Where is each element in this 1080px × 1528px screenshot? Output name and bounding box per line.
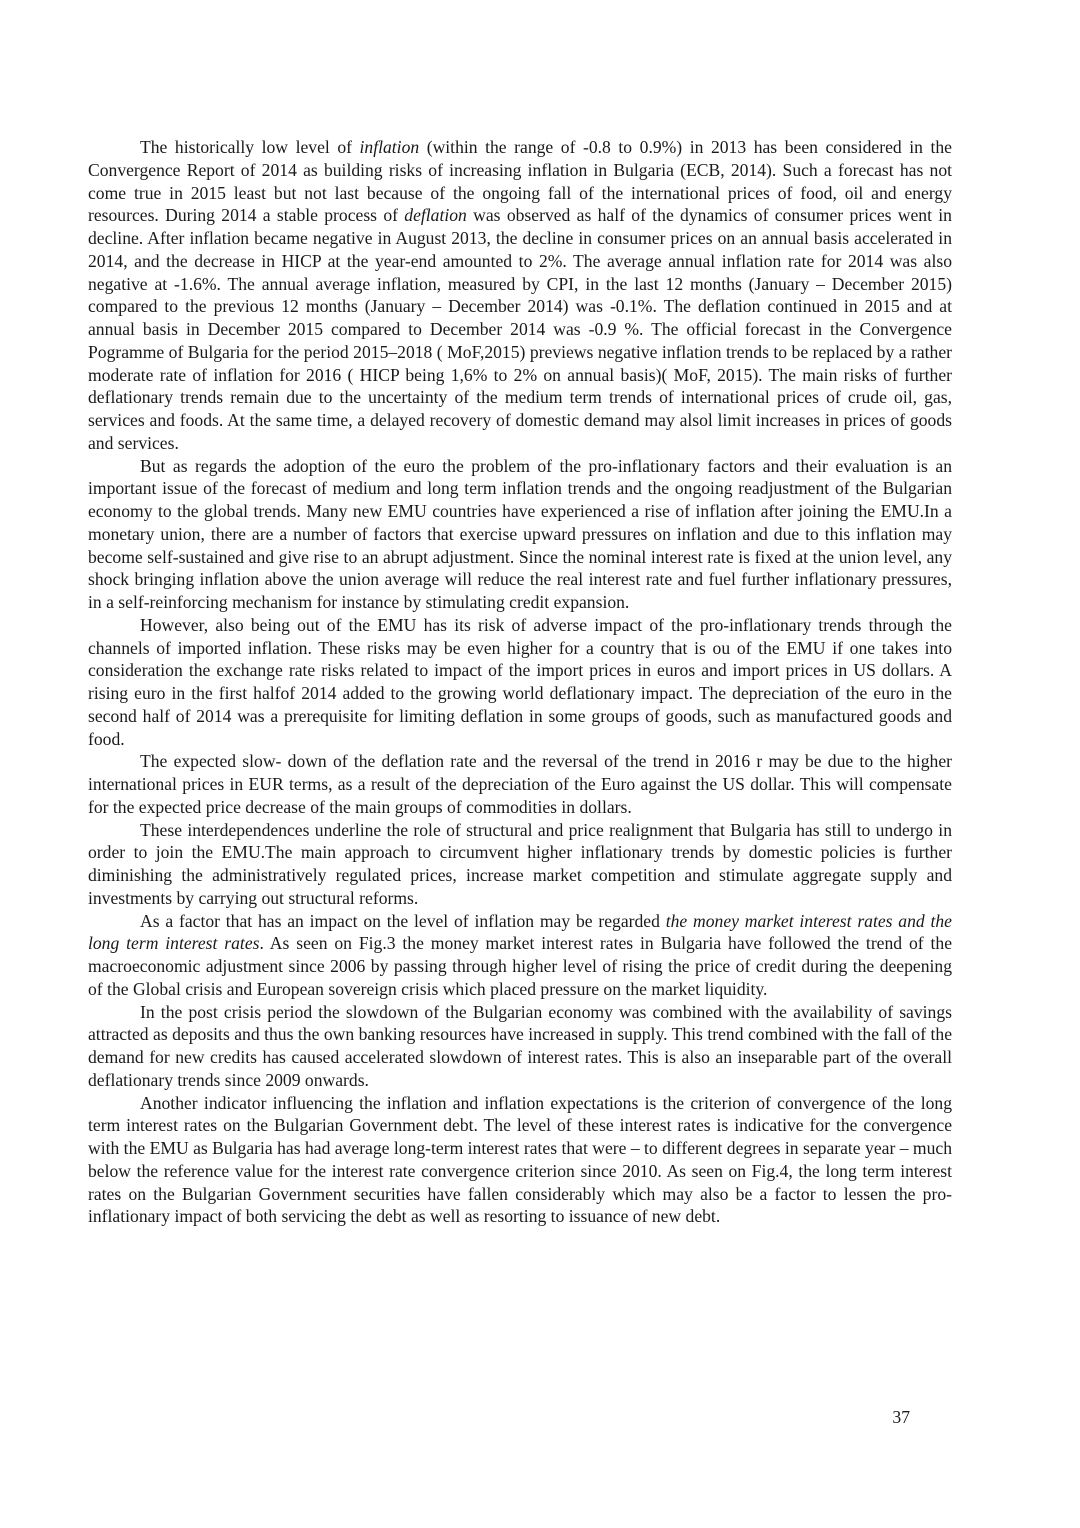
paragraph-long-term-rates [88,1092,952,1229]
text-segment: But as regards the adoption of the euro the problem of the pro-inflationary factors and their evaluation is an important issue of the forecast of medium and long term inflation trends and the ongoing readjustment of the Bulgarian economy to the global trends. Many new EMU countries have experienced a rise of inflation after joining the EMU.In a monetary union, there are a number of factors that exercise upward pressures on inflation and due to this inflation may become self-sustained and give rise to an abrupt adjustment. Since the nominal interest rate is fixed at the union level, any shock bringing inflation above the union average will reduce the real interest rate and fuel further inflationary pressures, in a self-reinforcing mechanism for instance by stimulating credit expansion. [88,455,952,612]
paragraph-euro-adoption [88,455,952,614]
paragraph-post-crisis [88,1001,952,1092]
text-segment: These interdependences underline the role of structural and price realignment that Bulgaria has still to undergo in order to join the EMU.The main approach to circumvent higher inflationary trends by domestic policies is further diminishing the administratively regulated prices, increase market competition and stimulate aggregate supply and investments by carrying out structural reforms. [88,819,952,908]
page-number: 37 [892,1407,910,1427]
text-segment: In the post crisis period the slowdown of the Bulgarian economy was combined with the availability of savings attracted as deposits and thus the own banking resources have increased in supply. This trend combined with the fall of the demand for new credits has caused accelerated slowdown of interest rates. This is also an inseparable part of the overall deflationary trends since 2009 onwards. [88,1001,952,1090]
text-segment: . As seen on Fig.3 the money market interest rates in Bulgaria have followed the trend of the macroeconomic adjustment since 2006 by passing through higher level of rising the price of credit during the deepening of the Global crisis and European sovereign crisis which placed pressure on the market liquidity. [88,933,952,999]
document-body [88,136,952,1228]
paragraph-deflation-slowdown [88,750,952,818]
text-segment: The historically low level of [140,137,360,157]
text-segment: The expected slow- down of the deflation rate and the reversal of the trend in 2016 r may be due to the higher international prices in EUR terms, as a result of the depreciation of the Euro against the US dollar. This will compensate for the expected price decrease of the main groups of commodities in dollars. [88,751,952,817]
text-segment-italic: deflation [404,205,467,226]
text-segment: Another indicator influencing the inflation and inflation expectations is the criterion of convergence of the long term interest rates on the Bulgarian Government debt. The level of these interest rates is indicative for the convergence with the EMU as Bulgaria has had average long-term interest rates that were – to different degrees in separate year – much below the reference value for the interest rate convergence criterion since 2010. As seen on Fig.4, the long term interest rates on the Bulgarian Government securities have fallen considerably which may also be a factor to lessen the pro-inflationary impact of both servicing the debt as well as resorting to issuance of new debt. [88,1092,952,1227]
paragraph-inflation-2013 [88,136,952,455]
paragraph-imported-inflation [88,614,952,751]
paragraph-interest-rates [88,910,952,1001]
paragraph-structural-realignment [88,819,952,910]
text-segment: was observed as half of the dynamics of consumer prices went in decline. After inflation became negative in August 2013, the decline in consumer prices on an annual basis accelerated in 2014, and the decrease in HICP at the year-end amounted to 2%. The average annual inflation rate for 2014 was also negative at -1.6%. The annual average inflation, measured by CPI, in the last 12 months (January – December 2015) compared to the previous 12 months (January – December 2014) was -0.1%. The deflation continued in 2015 and at annual basis in December 2015 compared to December 2014 was -0.9 %. The official forecast in the Convergence Pogramme of Bulgaria for the period 2015–2018 ( MoF,2015) previews negative inflation trends to be replaced by a rather moderate rate of inflation for 2016 ( HICP being 1,6% to 2% on annual basis)( MoF, 2015). The main risks of further deflationary trends remain due to the uncertainty of the medium term trends of international prices of crude oil, gas, services and foods. At the same time, a delayed recovery of domestic demand may alsol limit increases in prices of goods and services. [88,205,952,453]
text-segment: However, also being out of the EMU has its risk of adverse impact of the pro-inflationary trends through the channels of imported inflation. These risks may be even higher for a country that is ou of the EMU if one takes into consideration the exchange rate risks related to impact of the import prices in euros and import prices in US dollars. A rising euro in the first halfof 2014 added to the growing world deflationary impact. The depreciation of the euro in the second half of 2014 was a prerequisite for limiting deflation in some groups of goods, such as manufactured goods and food. [88,614,952,749]
text-segment: (within the range of -0.8 to 0.9%) in 2013 has been considered in the Convergence Report of 2014 as building risks of increasing inflation in Bulgaria (ECB, 2014). Such a forecast has not come true in 2015 least but not last because of the ongoing fall of the international prices of food, oil and energy resources. During 2014 a stable process of [88,137,952,226]
text-segment-italic: inflation [359,137,420,157]
text-segment-italic: the money market interest rates and the long term interest rates [88,910,952,954]
text-segment: As a factor that has an impact on the level of inflation may be regarded [140,910,666,931]
